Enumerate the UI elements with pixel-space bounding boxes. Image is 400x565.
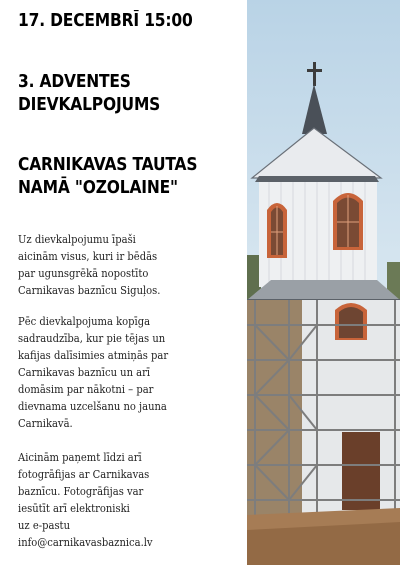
venue-line-1: CARNIKAVAS TAUTAS — [18, 154, 198, 175]
service-title-heading — [18, 70, 160, 116]
belfry-roof — [252, 128, 381, 178]
service-title-line-2: DIEVKALPOJUMS — [18, 94, 161, 115]
invitation-paragraph: Uz dievkalpojumu īpaši aicinām visus, kuri ir bēdās par ugunsgrēkā nopostīto Carnikavas baznīcu Siguļos. — [18, 232, 161, 297]
gathering-paragraph: Pēc dievkalpojuma kopīga sadraudzība, kur pie tējas un kafijas dalīsimies atmiņās par Carnikavas baznīcu un arī domāsim par nākotni – par dievnama uzcelšanu no jauna Carnikavā. — [18, 314, 169, 430]
lower-roof — [247, 280, 400, 300]
spire-roof — [302, 84, 327, 134]
church-illustration — [247, 0, 400, 565]
church-door — [342, 432, 380, 510]
belfry-eave — [255, 176, 379, 182]
cross-bar — [307, 69, 322, 72]
event-date: 17. DECEMBRĪ 15:00 — [18, 10, 193, 31]
venue-heading — [18, 153, 197, 199]
venue-line-2: NAMĀ "OZOLAINE" — [18, 177, 178, 198]
event-date-heading — [18, 9, 193, 32]
cross-icon — [313, 62, 316, 86]
church-photo — [247, 0, 400, 565]
service-title-line-1: 3. ADVENTES — [18, 71, 131, 92]
wall-window-glass — [339, 307, 363, 338]
photos-paragraph: Aicinām paņemt līdzi arī fotogrāfijas ar Carnikavas baznīcu. Fotogrāfijas var iesūtīt arī elektroniski uz e-pastu info@carnikavasbaznica.lv — [18, 450, 153, 549]
